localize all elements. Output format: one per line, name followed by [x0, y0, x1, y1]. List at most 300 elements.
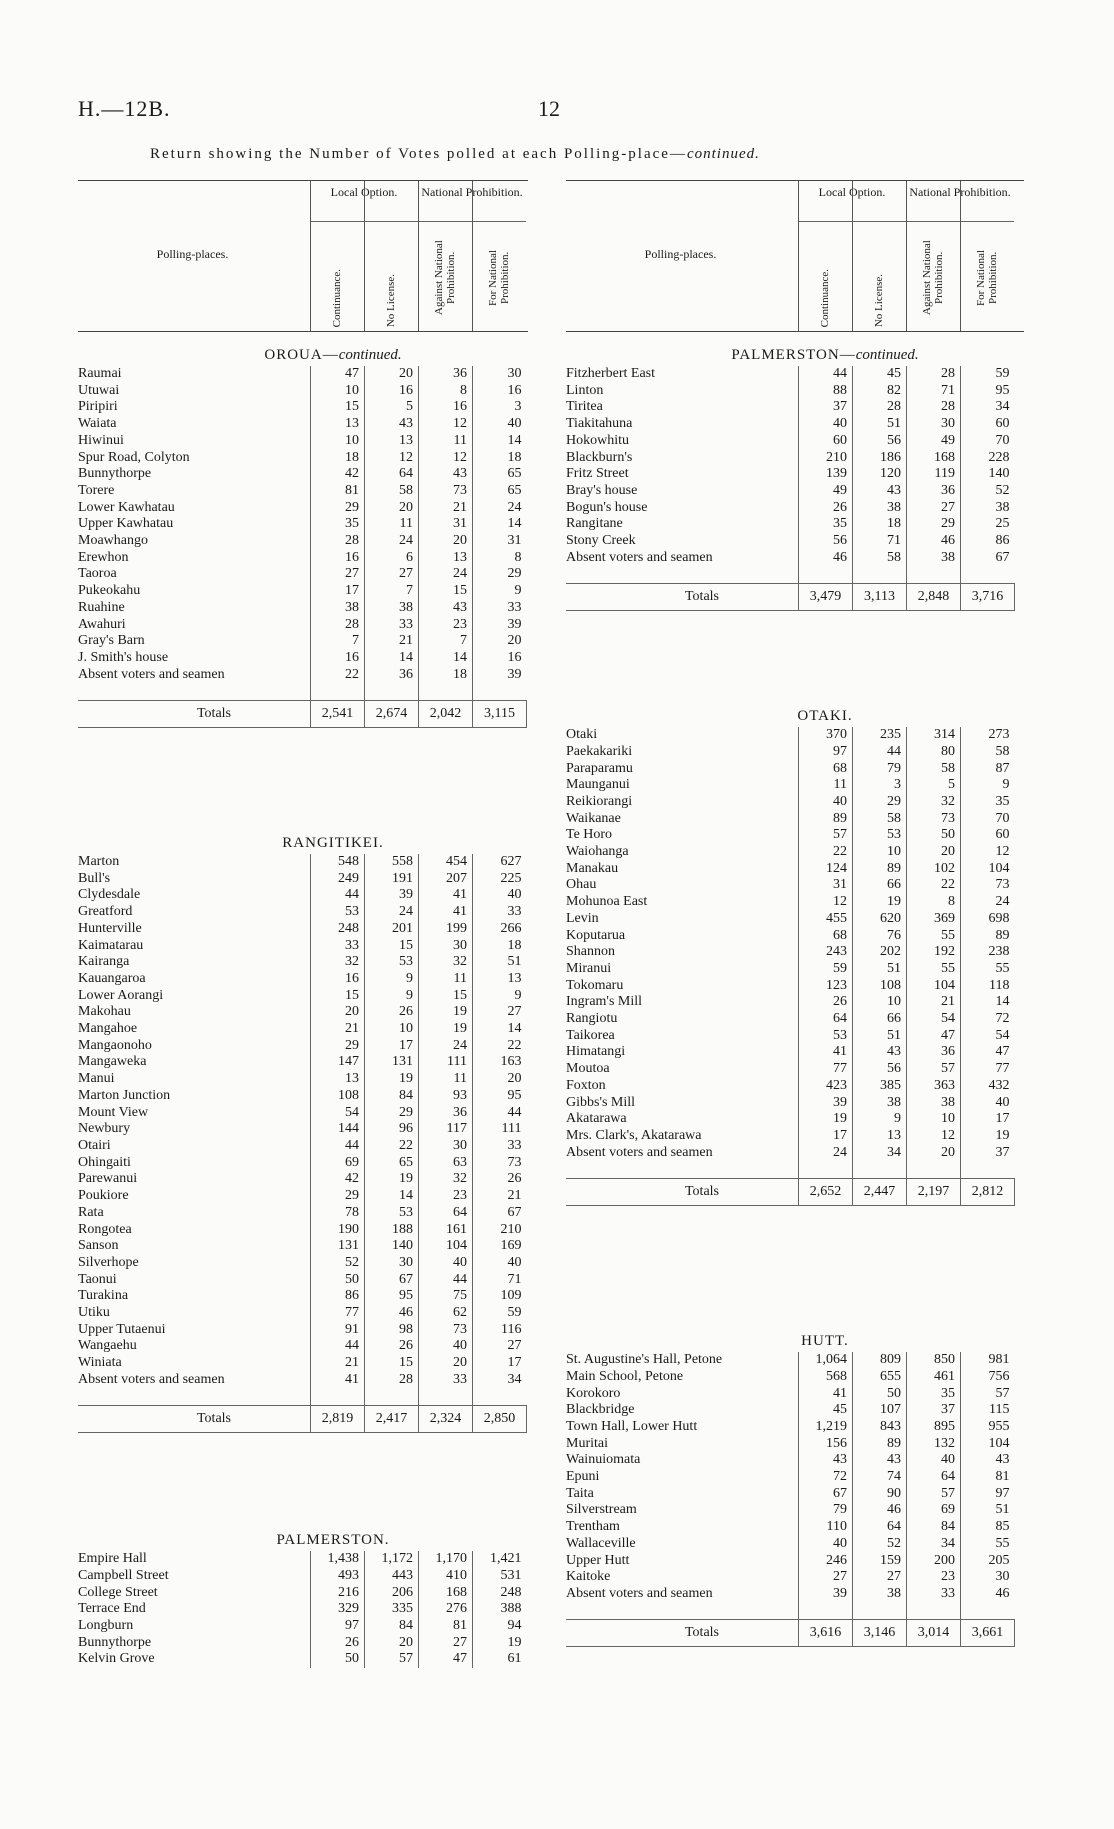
continuance-votes: 370 [799, 727, 853, 744]
polling-place-name: Paraparamu [566, 760, 633, 776]
for-prohibition-votes: 89 [961, 928, 1015, 945]
no-license-votes: 131 [365, 1054, 419, 1071]
polling-place-name: Kaitoke [566, 1569, 611, 1585]
against-national-prohibition-header-cell [907, 229, 959, 327]
continuance-votes: 86 [311, 1288, 365, 1305]
against-prohibition-total: 2,042 [419, 701, 473, 728]
document-code: H.—12B. [78, 96, 171, 121]
continuance-votes: 248 [311, 921, 365, 938]
spacer-cell [907, 1161, 961, 1178]
for-prohibition-votes: 627 [473, 854, 527, 871]
district-section [566, 1330, 1024, 1647]
no-license-votes: 335 [365, 1601, 419, 1618]
for-prohibition-votes: 73 [961, 877, 1015, 894]
no-license-votes: 95 [365, 1288, 419, 1305]
section-title [138, 832, 528, 854]
continuance-votes: 13 [311, 416, 365, 433]
continuance-votes: 19 [799, 1111, 853, 1128]
polling-place-name: Greatford [78, 904, 133, 920]
for-prohibition-votes: 24 [961, 894, 1015, 911]
against-prohibition-votes: 104 [907, 978, 961, 995]
national-prohibition-header: National Prohibition. [418, 185, 526, 222]
against-prohibition-votes: 47 [907, 1028, 961, 1045]
no-license-header-cell [365, 229, 417, 327]
for-prohibition-votes: 698 [961, 911, 1015, 928]
against-prohibition-votes: 30 [419, 938, 473, 955]
no-license-votes: 36 [365, 667, 419, 684]
totals-row [566, 584, 1015, 611]
continuance-votes: 11 [799, 777, 853, 794]
continuance-votes: 144 [311, 1121, 365, 1138]
against-prohibition-votes: 64 [419, 1205, 473, 1222]
no-license-votes: 15 [365, 938, 419, 955]
spacer-cell [853, 1603, 907, 1620]
no-license-votes: 57 [365, 1651, 419, 1668]
votes-table [78, 854, 527, 1433]
table-row [78, 550, 527, 567]
table-row [78, 988, 527, 1005]
for-prohibition-votes: 44 [473, 1105, 527, 1122]
polling-place-name: Kaimatarau [78, 937, 144, 953]
votes-table [566, 727, 1015, 1206]
left-panel [78, 180, 528, 1668]
polling-place-name: Reikiorangi [566, 793, 633, 809]
for-prohibition-votes: 94 [473, 1618, 527, 1635]
continuance-votes: 16 [311, 650, 365, 667]
for-prohibition-votes: 33 [473, 600, 527, 617]
continuance-votes: 18 [311, 450, 365, 467]
polling-place-name: Torere [78, 482, 115, 498]
for-prohibition-votes: 13 [473, 971, 527, 988]
table-row [78, 667, 527, 684]
table-row [78, 1618, 527, 1635]
no-license-votes: 26 [365, 1338, 419, 1355]
no-license-votes: 51 [853, 416, 907, 433]
no-license-votes: 84 [365, 1088, 419, 1105]
against-prohibition-votes: 5 [907, 777, 961, 794]
no-license-total: 2,674 [365, 701, 419, 728]
continuance-votes: 26 [799, 500, 853, 517]
table-caption [150, 146, 970, 163]
polling-place-name: Moawhango [78, 533, 148, 549]
against-prohibition-votes: 35 [907, 1386, 961, 1403]
no-license-votes: 64 [853, 1519, 907, 1536]
for-prohibition-votes: 86 [961, 533, 1015, 550]
for-prohibition-votes: 14 [473, 433, 527, 450]
continuance-votes: 67 [799, 1486, 853, 1503]
for-prohibition-votes: 60 [961, 827, 1015, 844]
continuance-votes: 41 [799, 1386, 853, 1403]
table-row [78, 1171, 527, 1188]
table-row [566, 744, 1015, 761]
for-prohibition-votes: 34 [961, 399, 1015, 416]
sections-container [78, 344, 528, 1668]
no-license-votes: 30 [365, 1255, 419, 1272]
polling-place-name: Manui [78, 1071, 115, 1087]
no-license-votes: 385 [853, 1078, 907, 1095]
against-prohibition-votes: 84 [907, 1519, 961, 1536]
against-prohibition-votes: 363 [907, 1078, 961, 1095]
against-prohibition-total: 2,848 [907, 584, 961, 611]
no-license-votes: 44 [853, 744, 907, 761]
table-row [78, 1305, 527, 1322]
for-prohibition-votes: 388 [473, 1601, 527, 1618]
no-license-total: 2,447 [853, 1179, 907, 1206]
polling-place-name: Mangaweka [78, 1054, 147, 1070]
for-prohibition-votes: 33 [473, 1138, 527, 1155]
polling-place-name: Bray's house [566, 482, 638, 498]
continuance-votes: 44 [311, 1138, 365, 1155]
for-national-prohibition-header-cell [961, 229, 1013, 327]
no-license-votes: 21 [365, 633, 419, 650]
table-row [566, 1111, 1015, 1128]
against-prohibition-votes: 11 [419, 1071, 473, 1088]
continuance-votes: 89 [799, 811, 853, 828]
table-row [566, 944, 1015, 961]
for-prohibition-votes: 18 [473, 450, 527, 467]
against-prohibition-votes: 54 [907, 1011, 961, 1028]
against-prohibition-votes: 21 [907, 994, 961, 1011]
against-prohibition-votes: 895 [907, 1419, 961, 1436]
against-prohibition-votes: 73 [419, 483, 473, 500]
polling-place-name: Taonui [78, 1271, 117, 1287]
for-prohibition-total: 2,850 [473, 1406, 527, 1433]
for-prohibition-votes: 9 [473, 583, 527, 600]
against-prohibition-votes: 8 [419, 383, 473, 400]
for-prohibition-votes: 47 [961, 1044, 1015, 1061]
no-license-votes: 76 [853, 928, 907, 945]
continuance-votes: 29 [311, 500, 365, 517]
table-row [566, 1095, 1015, 1112]
for-prohibition-votes: 97 [961, 1486, 1015, 1503]
table-row [566, 1402, 1015, 1419]
for-prohibition-votes: 51 [961, 1502, 1015, 1519]
polling-place-name: St. Augustine's Hall, Petone [566, 1352, 723, 1368]
against-prohibition-votes: 23 [907, 1569, 961, 1586]
against-prohibition-votes: 369 [907, 911, 961, 928]
polling-place-name: Piripiri [78, 399, 118, 415]
against-prohibition-votes: 461 [907, 1369, 961, 1386]
section-title-text: PALMERSTON. [276, 1532, 390, 1549]
for-prohibition-votes: 3 [473, 399, 527, 416]
national-prohibition-header: National Prohibition. [906, 185, 1014, 222]
no-license-votes: 3 [853, 777, 907, 794]
against-prohibition-votes: 200 [907, 1553, 961, 1570]
for-prohibition-votes: 111 [473, 1121, 527, 1138]
table-row [566, 1061, 1015, 1078]
table-row [78, 483, 527, 500]
continuance-votes: 190 [311, 1222, 365, 1239]
for-prohibition-votes: 756 [961, 1369, 1015, 1386]
for-prohibition-votes: 31 [473, 533, 527, 550]
against-prohibition-votes: 71 [907, 383, 961, 400]
for-prohibition-votes: 9 [961, 777, 1015, 794]
for-prohibition-votes: 67 [961, 550, 1015, 567]
table-row [78, 1088, 527, 1105]
continuance-votes: 44 [799, 366, 853, 383]
for-prohibition-votes: 38 [961, 500, 1015, 517]
caption-continued: continued. [686, 146, 760, 162]
no-license-votes: 22 [365, 1138, 419, 1155]
polling-place-name: Taita [566, 1485, 594, 1501]
polling-place-name: Upper Kawhatau [78, 516, 174, 532]
no-license-votes: 9 [365, 988, 419, 1005]
against-prohibition-votes: 50 [907, 827, 961, 844]
table-row [78, 1255, 527, 1272]
table-row [566, 911, 1015, 928]
against-prohibition-votes: 32 [907, 794, 961, 811]
for-prohibition-votes: 61 [473, 1651, 527, 1668]
against-prohibition-votes: 850 [907, 1352, 961, 1369]
continuance-votes: 16 [311, 550, 365, 567]
no-license-votes: 45 [853, 366, 907, 383]
continuance-votes: 21 [311, 1355, 365, 1372]
section-title-text: OROUA— [264, 347, 339, 363]
no-license-votes: 19 [853, 894, 907, 911]
no-license-total: 3,146 [853, 1620, 907, 1647]
no-license-votes: 10 [853, 994, 907, 1011]
for-prohibition-votes: 266 [473, 921, 527, 938]
for-prohibition-votes: 70 [961, 811, 1015, 828]
polling-place-name: Kauangaroa [78, 970, 146, 986]
against-prohibition-votes: 62 [419, 1305, 473, 1322]
no-license-votes: 38 [853, 1586, 907, 1603]
against-prohibition-votes: 8 [907, 894, 961, 911]
table-row [78, 1355, 527, 1372]
against-prohibition-votes: 21 [419, 500, 473, 517]
polling-place-name: Bogun's house [566, 499, 648, 515]
against-prohibition-votes: 38 [907, 1095, 961, 1112]
spacer-cell [78, 1389, 311, 1406]
for-prohibition-votes: 225 [473, 871, 527, 888]
continuance-votes: 13 [311, 1071, 365, 1088]
table-row [78, 1635, 527, 1652]
against-prohibition-votes: 276 [419, 1601, 473, 1618]
continuance-votes: 57 [799, 827, 853, 844]
for-prohibition-votes: 8 [473, 550, 527, 567]
no-license-votes: 51 [853, 1028, 907, 1045]
table-row [566, 1569, 1015, 1586]
against-prohibition-votes: 14 [419, 650, 473, 667]
polling-place-name: Ohingaiti [78, 1154, 131, 1170]
section-title [626, 705, 1024, 727]
table-row [78, 1288, 527, 1305]
spacer-cell [961, 1603, 1015, 1620]
table-row [566, 727, 1015, 744]
against-prohibition-votes: 20 [907, 844, 961, 861]
continuance-votes: 49 [799, 483, 853, 500]
no-license-votes: 67 [365, 1272, 419, 1289]
table-row [78, 921, 527, 938]
section-title-text: OTAKI. [797, 708, 853, 725]
for-prohibition-votes: 432 [961, 1078, 1015, 1095]
polling-place-name: Raumai [78, 366, 122, 381]
polling-place-name: Taoroa [78, 566, 117, 582]
for-prohibition-votes: 169 [473, 1238, 527, 1255]
no-license-votes: 33 [365, 617, 419, 634]
table-row [566, 894, 1015, 911]
table-row [78, 1372, 527, 1389]
table-row [78, 583, 527, 600]
table-row [78, 1322, 527, 1339]
against-prohibition-votes: 23 [419, 617, 473, 634]
continuance-header: Continuance. [819, 268, 831, 327]
against-prohibition-votes: 80 [907, 744, 961, 761]
polling-place-name: Lower Kawhatau [78, 499, 175, 515]
no-license-votes: 809 [853, 1352, 907, 1369]
no-license-votes: 186 [853, 450, 907, 467]
no-license-votes: 140 [365, 1238, 419, 1255]
page-number: 12 [538, 96, 560, 121]
against-prohibition-votes: 36 [907, 1044, 961, 1061]
continuance-votes: 44 [311, 887, 365, 904]
continuance-votes: 1,219 [799, 1419, 853, 1436]
against-prohibition-votes: 117 [419, 1121, 473, 1138]
table-row [566, 1436, 1015, 1453]
spacer-cell [907, 1603, 961, 1620]
no-license-votes: 58 [365, 483, 419, 500]
polling-place-name: Korokoro [566, 1385, 621, 1401]
no-license-votes: 5 [365, 399, 419, 416]
no-license-votes: 58 [853, 811, 907, 828]
against-prohibition-votes: 40 [419, 1338, 473, 1355]
against-prohibition-votes: 64 [907, 1469, 961, 1486]
no-license-votes: 65 [365, 1155, 419, 1172]
against-prohibition-votes: 24 [419, 1038, 473, 1055]
continuance-votes: 131 [311, 1238, 365, 1255]
for-prohibition-votes: 27 [473, 1004, 527, 1021]
against-prohibition-votes: 29 [907, 516, 961, 533]
table-row [78, 871, 527, 888]
no-license-votes: 64 [365, 466, 419, 483]
polling-place-name: Otaki [566, 727, 598, 743]
against-prohibition-votes: 11 [419, 971, 473, 988]
against-prohibition-votes: 33 [419, 1372, 473, 1389]
no-license-votes: 39 [365, 887, 419, 904]
continuance-votes: 40 [799, 1536, 853, 1553]
against-prohibition-votes: 69 [907, 1502, 961, 1519]
no-license-votes: 24 [365, 904, 419, 921]
continuance-votes: 78 [311, 1205, 365, 1222]
against-prohibition-votes: 168 [419, 1585, 473, 1602]
continuance-votes: 77 [311, 1305, 365, 1322]
spacer-cell [566, 1161, 799, 1178]
polling-place-name: Manakau [566, 860, 619, 876]
no-license-votes: 655 [853, 1369, 907, 1386]
totals-row [78, 701, 527, 728]
for-prohibition-votes: 39 [473, 617, 527, 634]
no-license-votes: 53 [853, 827, 907, 844]
no-license-votes: 71 [853, 533, 907, 550]
no-license-votes: 26 [365, 1004, 419, 1021]
table-row [78, 399, 527, 416]
for-prohibition-votes: 30 [473, 366, 527, 383]
table-row [566, 961, 1015, 978]
no-license-votes: 96 [365, 1121, 419, 1138]
continuance-total: 2,819 [311, 1406, 365, 1433]
spacer-cell [311, 1389, 365, 1406]
against-prohibition-votes: 7 [419, 633, 473, 650]
no-license-votes: 27 [365, 566, 419, 583]
polling-place-name: Rangitane [566, 516, 623, 532]
polling-place-name: Empire Hall [78, 1551, 147, 1567]
continuance-votes: 210 [799, 450, 853, 467]
no-license-votes: 82 [853, 383, 907, 400]
for-prohibition-votes: 33 [473, 904, 527, 921]
polling-place-name: Moutoa [566, 1061, 610, 1077]
table-row [78, 1121, 527, 1138]
for-prohibition-votes: 46 [961, 1586, 1015, 1603]
table-row [566, 1386, 1015, 1403]
no-license-votes: 79 [853, 761, 907, 778]
against-prohibition-votes: 132 [907, 1436, 961, 1453]
table-row [566, 466, 1015, 483]
for-prohibition-votes: 95 [473, 1088, 527, 1105]
table-row [78, 1585, 527, 1602]
against-prohibition-votes: 73 [419, 1322, 473, 1339]
no-license-votes: 12 [365, 450, 419, 467]
polling-place-name: Mrs. Clark's, Akatarawa [566, 1128, 702, 1143]
against-prohibition-votes: 22 [907, 877, 961, 894]
totals-row [566, 1179, 1015, 1206]
polling-place-name: Turakina [78, 1288, 129, 1304]
continuance-header-cell [311, 229, 363, 327]
continuance-votes: 79 [799, 1502, 853, 1519]
for-prohibition-total: 2,812 [961, 1179, 1015, 1206]
polling-place-name: Mount View [78, 1104, 149, 1120]
continuance-votes: 72 [799, 1469, 853, 1486]
for-prohibition-votes: 19 [473, 1635, 527, 1652]
no-license-votes: 74 [853, 1469, 907, 1486]
polling-place-name: Bunnythorpe [78, 1634, 152, 1650]
continuance-votes: 110 [799, 1519, 853, 1536]
spacer-row [566, 1161, 1015, 1178]
no-license-votes: 10 [365, 1021, 419, 1038]
for-prohibition-votes: 85 [961, 1519, 1015, 1536]
continuance-votes: 41 [311, 1372, 365, 1389]
continuance-votes: 21 [311, 1021, 365, 1038]
for-prohibition-votes: 30 [961, 1569, 1015, 1586]
against-prohibition-votes: 12 [907, 1128, 961, 1145]
polling-place-name: Maunganui [566, 777, 630, 793]
polling-place-name: Levin [566, 910, 599, 926]
no-license-votes: 53 [365, 954, 419, 971]
against-prohibition-votes: 28 [907, 399, 961, 416]
table-row [78, 1155, 527, 1172]
against-prohibition-votes: 31 [419, 516, 473, 533]
table-row [78, 383, 527, 400]
spacer-cell [799, 566, 853, 583]
continuance-votes: 22 [799, 844, 853, 861]
against-national-prohibition-header-cell [419, 229, 471, 327]
for-prohibition-votes: 116 [473, 1322, 527, 1339]
section-title [626, 1330, 1024, 1352]
continuance-votes: 124 [799, 861, 853, 878]
table-row [566, 861, 1015, 878]
table-row [566, 978, 1015, 995]
continuance-votes: 139 [799, 466, 853, 483]
table-row [78, 1601, 527, 1618]
no-license-votes: 28 [365, 1372, 419, 1389]
against-prohibition-votes: 93 [419, 1088, 473, 1105]
for-prohibition-votes: 55 [961, 961, 1015, 978]
polling-place-name: Main School, Petone [566, 1368, 684, 1384]
for-prohibition-votes: 12 [961, 844, 1015, 861]
for-prohibition-votes: 18 [473, 938, 527, 955]
table-row [566, 1586, 1015, 1603]
table-row [566, 877, 1015, 894]
table-row [78, 500, 527, 517]
